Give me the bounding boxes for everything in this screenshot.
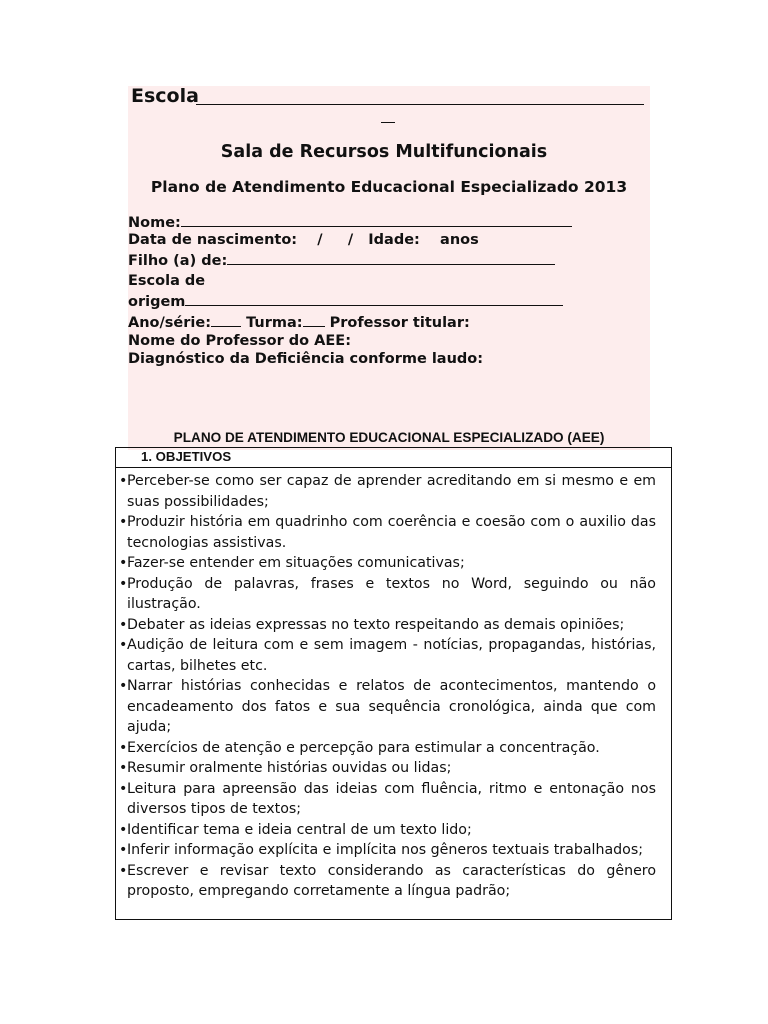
ano-serie-blank[interactable]: [211, 313, 241, 327]
filho-de-field[interactable]: [128, 251, 555, 270]
escola-blank-line-continuation: [381, 122, 395, 123]
ano-turma-professor-row: [128, 313, 470, 332]
origem-blank-line[interactable]: [185, 292, 563, 306]
list-item: [119, 779, 656, 820]
page-subtitle: Plano de Atendimento Educacional Especializado 2013: [150, 178, 628, 196]
professor-aee-label: Nome do Professor do AEE:: [128, 333, 352, 349]
filho-de-blank-line[interactable]: [227, 251, 555, 265]
objectives-table: [115, 447, 672, 920]
bullet-icon: •: [119, 575, 128, 592]
objective-text: Produzir história em quadrinho com coerência e coesão com o auxilio das tecnologias assistivas.: [127, 514, 656, 551]
objective-text: Perceber-se como ser capaz de aprender acreditando em si mesmo e em suas possibilidades;: [127, 473, 656, 510]
escola-de-label: Escola de: [128, 273, 206, 289]
objective-text: Leitura para apreensão das ideias com fluência, ritmo e entonação nos diversos tipos de textos;: [127, 780, 656, 817]
list-item: [119, 820, 656, 841]
professor-titular-label: Professor titular:: [329, 315, 470, 331]
objectives-list: [119, 471, 656, 902]
objective-text: Resumir oralmente histórias ouvidas ou lidas;: [127, 760, 452, 776]
bullet-icon: •: [119, 637, 128, 653]
objectives-section-title: 1. OBJETIVOS: [141, 449, 232, 464]
diagnostico-label: Diagnóstico da Deficiência conforme laudo:: [128, 351, 484, 367]
escola-label: Escola: [131, 85, 199, 107]
list-item: [119, 738, 656, 759]
objective-text: Narrar histórias conhecidas e relatos de acontecimentos, mantendo o encadeamento dos fatos e sua sequência cronológica, ainda que com ajuda;: [127, 678, 656, 735]
bullet-icon: •: [119, 862, 128, 879]
origem-field[interactable]: [128, 292, 563, 311]
objective-text: Identificar tema e ideia central de um texto lido;: [127, 821, 472, 838]
bullet-icon: •: [119, 678, 128, 694]
list-item: [119, 758, 656, 779]
bullet-icon: •: [119, 616, 128, 633]
objective-text: Escrever e revisar texto considerando as características do gênero proposto, empregando corretamente a língua padrão;: [127, 862, 656, 899]
table-header-row: [116, 448, 671, 468]
objective-text: Audição de leitura com e sem imagem - notícias, propagandas, histórias, cartas, bilhetes etc.: [127, 637, 656, 674]
bullet-icon: •: [119, 821, 128, 838]
list-item: [119, 471, 656, 512]
bullet-icon: •: [119, 842, 128, 858]
turma-blank[interactable]: [303, 313, 325, 327]
list-item: [119, 615, 656, 636]
list-item: [119, 553, 656, 574]
objective-text: Produção de palavras, frases e textos no Word, seguindo ou não ilustração.: [127, 575, 656, 612]
bullet-icon: •: [119, 514, 128, 530]
bullet-icon: •: [119, 780, 128, 797]
ano-serie-label: Ano/série:: [128, 315, 212, 331]
objective-text: Debater as ideias expressas no texto respeitando as demais opiniões;: [127, 616, 625, 633]
data-nascimento-field: [128, 231, 479, 249]
bullet-icon: •: [119, 760, 128, 776]
bullet-icon: •: [119, 555, 128, 571]
list-item: [119, 840, 656, 861]
objective-text: Inferir informação explícita e implícita nos gêneros textuais trabalhados;: [127, 842, 644, 858]
objective-text: Exercícios de atenção e percepção para estimular a concentração.: [127, 739, 600, 756]
list-item: [119, 861, 656, 902]
page-title: Sala de Recursos Multifuncionais: [220, 142, 548, 162]
list-item: [119, 512, 656, 553]
bullet-icon: •: [119, 739, 128, 756]
filho-de-label: Filho (a) de:: [128, 253, 228, 269]
turma-label: Turma:: [246, 315, 303, 331]
escola-blank-line[interactable]: [196, 104, 644, 105]
plano-heading: PLANO DE ATENDIMENTO EDUCACIONAL ESPECIALIZADO (AEE): [173, 430, 605, 445]
nome-field[interactable]: [128, 213, 572, 232]
list-item: [119, 574, 656, 615]
nome-blank-line[interactable]: [181, 213, 572, 227]
nome-label: Nome:: [128, 215, 181, 231]
list-item: [119, 676, 656, 738]
data-nascimento-label: Data de nascimento: / / Idade: anos: [128, 232, 479, 248]
objective-text: Fazer-se entender em situações comunicativas;: [127, 555, 465, 571]
bullet-icon: •: [119, 473, 128, 489]
list-item: [119, 635, 656, 676]
origem-label: origem: [128, 294, 186, 310]
